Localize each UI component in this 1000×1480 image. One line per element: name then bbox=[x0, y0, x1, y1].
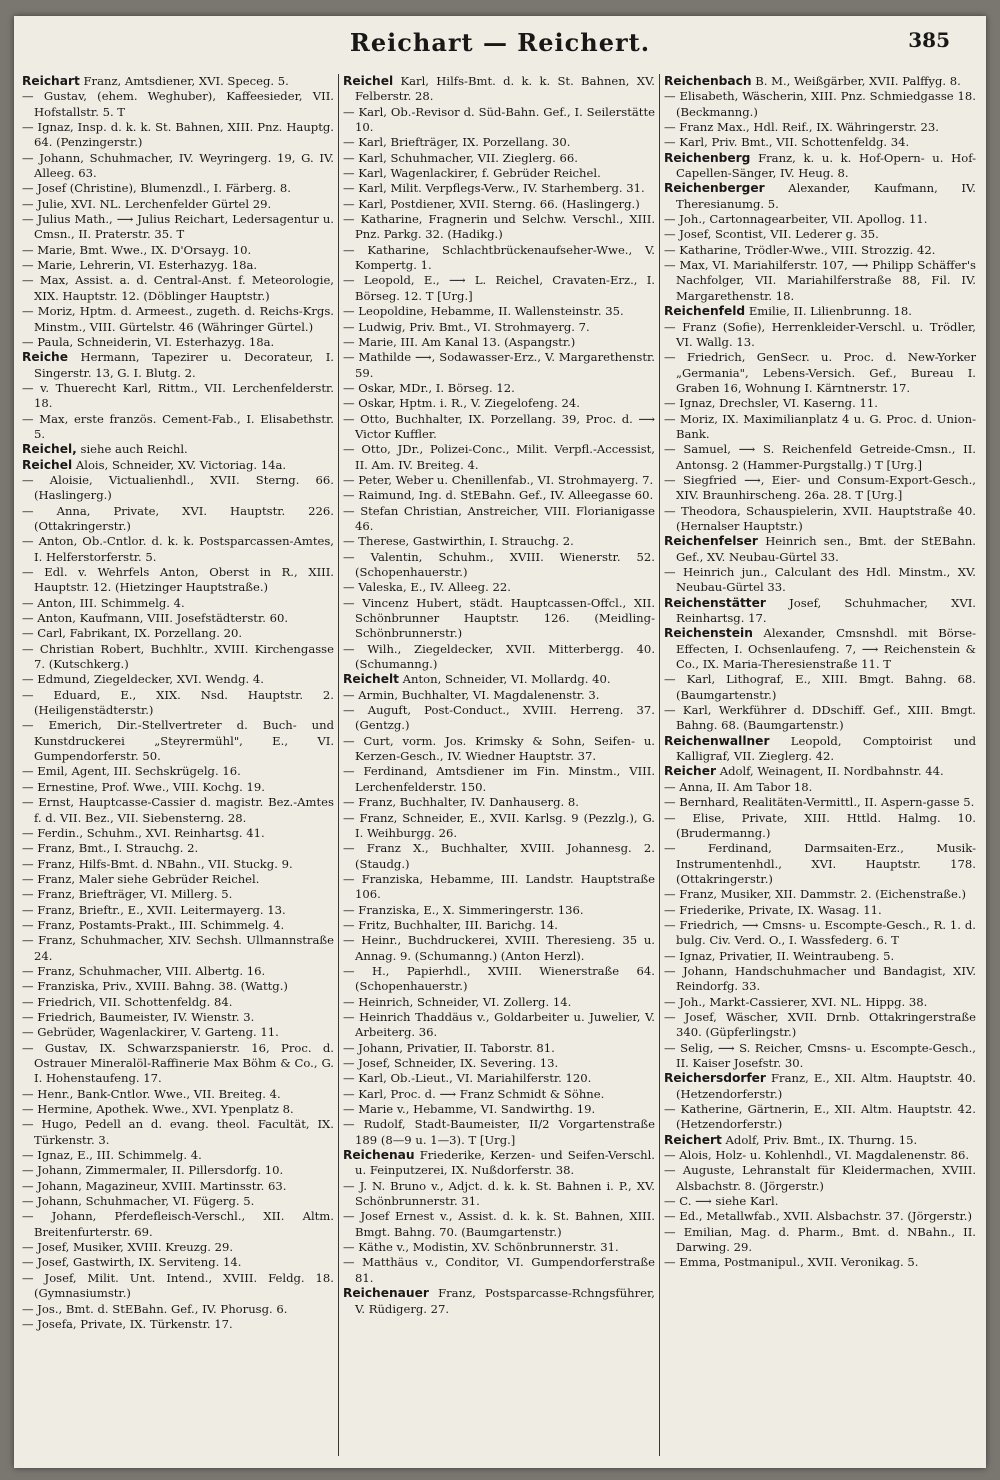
directory-entry: — Moriz, Hptm. d. Armeest., zugeth. d. Reichs-Krgs. Minstm., VIII. Gürtelstr. 46 (Währinger Gürtel.) bbox=[22, 304, 334, 334]
directory-page bbox=[14, 16, 986, 1468]
directory-entry: — Friedrich, VII. Schottenfeldg. 84. bbox=[22, 994, 233, 1009]
page-title: Reichart — Reichert. bbox=[349, 28, 651, 57]
directory-entry: — Franz, Schneider, E., XVII. Karlsg. 9 (Pezzlg.), G. I. Weihburgg. 26. bbox=[343, 810, 655, 840]
directory-entry: Reicher Adolf, Weinagent, II. Nordbahnstr. 44. bbox=[664, 764, 944, 779]
directory-entry: — Karl, Wagenlackirer, f. Gebrüder Reichel. bbox=[343, 166, 601, 181]
directory-entry: — Karl, Werkführer d. DDschiff. Gef., XIII. Bmgt. Bahng. 68. (Baumgartenstr.) bbox=[664, 703, 976, 733]
directory-entry: — Oskar, Hptm. i. R., V. Ziegelofeng. 24. bbox=[343, 396, 580, 411]
directory-entry: — Heinrich jun., Calculant des Hdl. Minstm., XV. Neubau-Gürtel 33. bbox=[664, 565, 976, 595]
directory-entry: Reichel Karl, Hilfs-Bmt. d. k. k. St. Bahnen, XV. Felberstr. 28. bbox=[343, 74, 655, 104]
directory-entry: — Wilh., Ziegeldecker, XVII. Mitterbergg. 40. (Schumanng.) bbox=[343, 641, 655, 672]
directory-entry: — Karl, Priv. Bmt., VII. Schottenfeldg. 34. bbox=[664, 135, 910, 150]
directory-entry: — Franz, Schuhmacher, XIV. Sechsh. Ullmannstraße 24. bbox=[22, 933, 334, 963]
directory-entry: — Selig, ⟶ S. Reicher, Cmsns- u. Escompte-Gesch., II. Kaiser Josefstr. 30. bbox=[664, 1040, 976, 1070]
directory-entry: — Josef Ernest v., Assist. d. k. k. St. Bahnen, XIII. Bmgt. Bahng. 70. (Baumgartenstr.) bbox=[343, 1209, 655, 1239]
directory-entry: Reichenauer Franz, Postsparcasse-Rchngsführer, V. Rüdigerg. 27. bbox=[343, 1286, 655, 1316]
directory-entry: — Max, VI. Mariahilferstr. 107, ⟶ Philipp Schäffer's Nachfolger, VII. Mariahilferstraße 88, Fil. IV. Margarethenstr. 18. bbox=[664, 258, 976, 303]
directory-entry: Reichel Alois, Schneider, XV. Victoriag. 14a. bbox=[22, 457, 287, 472]
directory-entry: — Therese, Gastwirthin, I. Strauchg. 2. bbox=[343, 534, 574, 549]
directory-entry: — Elise, Private, XIII. Httld. Halmg. 10. (Brudermanng.) bbox=[664, 810, 976, 840]
directory-entry: — Josef, Schneider, IX. Severing. 13. bbox=[343, 1056, 559, 1070]
directory-entry: — Hugo, Pedell an d. evang. theol. Facultät, IX. Türkenstr. 3. bbox=[22, 1117, 334, 1147]
directory-entry: — Franz (Sofie), Herrenkleider-Verschl. u. Trödler, VI. Wallg. 13. bbox=[664, 319, 976, 349]
directory-entry: — Karl, Milit. Verpflegs-Verw., IV. Starhemberg. 31. bbox=[343, 181, 645, 196]
directory-entry: — Edmund, Ziegeldecker, XVI. Wendg. 4. bbox=[22, 672, 264, 687]
directory-entry: — Anton, III. Schimmelg. 4. bbox=[22, 595, 185, 610]
directory-entry: — Stefan Christian, Anstreicher, VIII. Florianigasse 46. bbox=[343, 503, 655, 533]
directory-entry: — Johann, Magazineur, XVIII. Martinsstr. 63. bbox=[22, 1178, 287, 1193]
directory-entry: Reichert Adolf, Priv. Bmt., IX. Thurng. 15. bbox=[664, 1132, 918, 1147]
directory-entry: — Curt, vorm. Jos. Krimsky & Sohn, Seifen- u. Kerzen-Gesch., IV. Wiedner Hauptstr. 37. bbox=[343, 733, 655, 764]
directory-entry: — Rudolf, Stadt-Baumeister, II/2 Vorgartenstraße 189 (8—9 u. 1—3). T [Urg.] bbox=[343, 1117, 655, 1147]
directory-entry: — Franz, Brieftr., E., XVII. Leitermayerg. 13. bbox=[22, 902, 286, 917]
directory-entry: — Emilian, Mag. d. Pharm., Bmt. d. NBahn., II. Darwing. 29. bbox=[664, 1224, 976, 1255]
directory-entry: — Karl, Postdiener, XVII. Sterng. 66. (Haslingerg.) bbox=[343, 196, 640, 211]
directory-entry: — Heinrich Thaddäus v., Goldarbeiter u. Juwelier, V. Arbeiterg. 36. bbox=[343, 1009, 655, 1040]
columns bbox=[22, 74, 976, 1456]
directory-entry: — Josefa, Private, IX. Türkenstr. 17. bbox=[22, 1316, 233, 1331]
directory-entry: — Ludwig, Priv. Bmt., VI. Strohmayerg. 7. bbox=[343, 319, 590, 334]
directory-entry: — Aloisie, Victualienhdl., XVII. Sterng. 66. (Haslingerg.) bbox=[22, 472, 334, 503]
directory-entry: — Johann, Zimmermaler, II. Pillersdorfg. 10. bbox=[22, 1163, 284, 1178]
directory-entry: — Emil, Agent, III. Sechskrügelg. 16. bbox=[22, 764, 241, 779]
directory-entry: — Emma, Postmanipul., XVII. Veronikag. 5. bbox=[664, 1255, 919, 1270]
directory-entry: — Johann, Privatier, II. Taborstr. 81. bbox=[343, 1040, 555, 1055]
directory-entry: — Ignaz, Insp. d. k. k. St. Bahnen, XIII. Pnz. Hauptg. 64. (Penzingerstr.) bbox=[22, 120, 334, 150]
directory-entry: — Joh., Markt-Cassierer, XVI. NL. Hippg. 38. bbox=[664, 994, 928, 1009]
directory-entry: — Julie, XVI. NL. Lerchenfelder Gürtel 29. bbox=[22, 196, 272, 211]
directory-entry: — Karl, Proc. d. ⟶ Franz Schmidt & Söhne. bbox=[343, 1086, 605, 1101]
directory-entry: — Ernst, Hauptcasse-Cassier d. magistr. Bez.-Amtes f. d. VII. Bez., VII. Siebensterng. 28. bbox=[22, 795, 334, 825]
directory-entry: — Vincenz Hubert, städt. Hauptcassen-Offcl., XII. Schönbrunner Hauptstr. 126. (Meidling-Schönbrunnerstr.) bbox=[343, 595, 655, 641]
directory-entry: — Valentin, Schuhm., XVIII. Wienerstr. 52. (Schopenhauerstr.) bbox=[343, 549, 655, 579]
directory-entry: Reichenstätter Josef, Schuhmacher, XVI. Reinhartsg. 17. bbox=[664, 595, 976, 626]
directory-entry: — Josef, Milit. Unt. Intend., XVIII. Feldg. 18. (Gymnasiumstr.) bbox=[22, 1270, 334, 1301]
directory-entry: — Elisabeth, Wäscherin, XIII. Pnz. Schmiedgasse 18. (Beckmanng.) bbox=[664, 89, 976, 119]
directory-entry: — Heinr., Buchdruckerei, XVIII. Theresieng. 35 u. Annag. 9. (Schumanng.) (Anton Herzl). bbox=[343, 933, 655, 963]
directory-entry: — Gustav, IX. Schwarzspanierstr. 16, Proc. d. Ostrauer Mineralöl-Raffinerie Max Böhm & Co., G. I. Hohenstaufeng. 17. bbox=[22, 1040, 334, 1086]
directory-entry: — Armin, Buchhalter, VI. Magdalenenstr. 3. bbox=[343, 687, 600, 702]
directory-entry: — Johann, Schuhmacher, IV. Weyringerg. 19, G. IV. Alleeg. 63. bbox=[22, 150, 334, 181]
directory-entry: — Joh., Cartonnagearbeiter, VII. Apollog. 11. bbox=[664, 212, 928, 227]
directory-entry: — Ernestine, Prof. Wwe., VIII. Kochg. 19. bbox=[22, 779, 265, 794]
directory-entry: — Johann, Handschuhmacher und Bandagist, XIV. Reindorfg. 33. bbox=[664, 963, 976, 994]
directory-entry: — Anton, Ob.-Cntlor. d. k. k. Postsparcassen-Amtes, I. Helferstorferstr. 5. bbox=[22, 534, 334, 564]
directory-entry: — Friedrich, Baumeister, IV. Wienstr. 3. bbox=[22, 1009, 255, 1024]
directory-entry: — Karl, Schuhmacher, VII. Zieglerg. 66. bbox=[343, 150, 578, 165]
directory-entry: — Leopold, E., ⟶ L. Reichel, Cravaten-Erz., I. Börseg. 12. T [Urg.] bbox=[343, 273, 655, 303]
directory-entry: — Käthe v., Modistin, XV. Schönbrunnerstr. 31. bbox=[343, 1240, 619, 1255]
directory-entry: Reichart Franz, Amtsdiener, XVI. Speceg. 5. bbox=[22, 74, 289, 88]
directory-entry: — Theodora, Schauspielerin, XVII. Hauptstraße 40. (Hernalser Hauptstr.) bbox=[664, 503, 976, 533]
directory-entry: — Anna, II. Am Tabor 18. bbox=[664, 779, 813, 794]
column-3 bbox=[659, 74, 976, 1456]
directory-entry: Reichel, siehe auch Reichl. bbox=[22, 442, 188, 457]
directory-entry: — Leopoldine, Hebamme, II. Wallensteinstr. 35. bbox=[343, 304, 624, 319]
directory-entry: — Josef, Wäscher, XVII. Drnb. Ottakringerstraße 340. (Güpferlingstr.) bbox=[664, 1009, 976, 1040]
directory-entry: — Josef, Musiker, XVIII. Kreuzg. 29. bbox=[22, 1240, 234, 1255]
directory-entry: — Gebrüder, Wagenlackirer, V. Garteng. 11. bbox=[22, 1025, 279, 1040]
directory-entry: — H., Papierhdl., XVIII. Wienerstraße 64. (Schopenhauerstr.) bbox=[343, 963, 655, 994]
directory-entry: — Heinrich, Schneider, VI. Zollerg. 14. bbox=[343, 994, 572, 1009]
directory-entry: — Friederike, Private, IX. Wasag. 11. bbox=[664, 902, 882, 917]
directory-entry: — Samuel, ⟶ S. Reichenfeld Getreide-Cmsn., II. Antonsg. 2 (Hammer-Purgstallg.) T [Urg.] bbox=[664, 442, 976, 472]
directory-entry: Reichenstein Alexander, Cmsnshdl. mit Börse-Effecten, I. Ochsenlaufeng. 7, ⟶ Reichenstein & Co., IX. Maria-Theresienstraße 11. T bbox=[664, 626, 976, 672]
directory-entry: — Ferdinand, Darmsaiten-Erz., Musik-Instrumentenhdl., XVI. Hauptstr. 178. (Ottakringerstr.) bbox=[664, 841, 976, 886]
directory-entry: — Max, erste französ. Cement-Fab., I. Elisabethstr. 5. bbox=[22, 411, 334, 441]
directory-entry: — Katharine, Trödler-Wwe., VIII. Strozzig. 42. bbox=[664, 242, 936, 257]
directory-entry: — Siegfried ⟶, Eier- und Consum-Export-Gesch., XIV. Braunhirscheng. 26a. 28. T [Urg.] bbox=[664, 472, 976, 503]
directory-entry: — Ignaz, Privatier, II. Weintraubeng. 5. bbox=[664, 948, 895, 963]
directory-entry: — Paula, Schneiderin, VI. Esterhazyg. 18a. bbox=[22, 334, 275, 349]
directory-entry: — Johann, Pferdefleisch-Verschl., XII. Altm. Breitenfurterstr. 69. bbox=[22, 1209, 334, 1239]
directory-entry: — Ferdinand, Amtsdiener im Fin. Minstm., VIII. Lerchenfelderstr. 150. bbox=[343, 764, 655, 794]
directory-entry: — Franz, Buchhalter, IV. Danhauserg. 8. bbox=[343, 795, 579, 810]
directory-entry: — Katharine, Fragnerin und Selchw. Verschl., XIII. Pnz. Parkg. 32. (Hadikg.) bbox=[343, 212, 655, 242]
directory-entry: Reichelt Anton, Schneider, VI. Mollardg. 40. bbox=[343, 672, 611, 687]
directory-entry: Reichenwallner Leopold, Comptoirist und Kalligraf, VII. Zieglerg. 42. bbox=[664, 733, 976, 764]
directory-entry: — Friedrich, GenSecr. u. Proc. d. New-Yorker „Germania", Lebens-Versich. Gef., Bureau I. Graben 16, Wohnung I. Kärntnerstr. 17. bbox=[664, 350, 976, 395]
directory-entry: — Mathilde ⟶, Sodawasser-Erz., V. Margarethenstr. 59. bbox=[343, 350, 655, 380]
directory-entry: — Josef, Gastwirth, IX. Serviteng. 14. bbox=[22, 1255, 242, 1270]
directory-entry: — Fritz, Buchhalter, III. Barichg. 14. bbox=[343, 917, 558, 932]
directory-entry: — Ferdin., Schuhm., XVI. Reinhartsg. 41. bbox=[22, 825, 265, 840]
directory-entry: — Christian Robert, Buchhltr., XVIII. Kirchengasse 7. (Kutschkerg.) bbox=[22, 641, 334, 672]
directory-entry: — Marie, Lehrerin, VI. Esterhazyg. 18a. bbox=[22, 258, 258, 273]
directory-entry: Reichenau Friederike, Kerzen- und Seifen-Verschl. u. Feinputzerei, IX. Nußdorferstr. 38. bbox=[343, 1148, 655, 1178]
directory-entry: — Anna, Private, XVI. Hauptstr. 226. (Ottakringerstr.) bbox=[22, 503, 334, 533]
directory-entry: — Eduard, E., XIX. Nsd. Hauptstr. 2. (Heiligenstädterstr.) bbox=[22, 687, 334, 718]
directory-entry: — Raimund, Ing. d. StEBahn. Gef., IV. Alleegasse 60. bbox=[343, 488, 654, 503]
directory-entry: Reichenbach B. M., Weißgärber, XVII. Palffyg. 8. bbox=[664, 74, 961, 88]
directory-entry: — Julius Math., ⟶ Julius Reichart, Ledersagentur u. Cmsn., II. Praterstr. 35. T bbox=[22, 212, 334, 242]
directory-entry: Reichersdorfer Franz, E., XII. Altm. Hauptstr. 40. (Hetzendorferstr.) bbox=[664, 1071, 976, 1101]
directory-entry: Reichenfelser Heinrich sen., Bmt. der StEBahn. Gef., XV. Neubau-Gürtel 33. bbox=[664, 534, 976, 564]
directory-entry: — v. Thuerecht Karl, Rittm., VII. Lerchenfelderstr. 18. bbox=[22, 380, 334, 411]
page-number: 385 bbox=[908, 28, 950, 52]
directory-entry: — Franz, Schuhmacher, VIII. Albertg. 16. bbox=[22, 963, 266, 978]
directory-entry: — J. N. Bruno v., Adjct. d. k. k. St. Bahnen i. P., XV. Schönbrunnerstr. 31. bbox=[343, 1178, 655, 1209]
directory-entry: — Alois, Holz- u. Kohlenhdl., VI. Magdalenenstr. 86. bbox=[664, 1148, 970, 1163]
directory-entry: — Auguste, Lehranstalt für Kleidermachen, XVIII. Alsbachstr. 8. (Jörgerstr.) bbox=[664, 1163, 976, 1193]
directory-entry: — Karl, Lithograf, E., XIII. Bmgt. Bahng. 68. (Baumgartenstr.) bbox=[664, 672, 976, 702]
directory-entry: — Bernhard, Realitäten-Vermittl., II. Aspern-gasse 5. bbox=[664, 795, 975, 810]
directory-entry: — Franz, Hilfs-Bmt. d. NBahn., VII. Stuckg. 9. bbox=[22, 856, 293, 871]
directory-entry: — C. ⟶ siehe Karl. bbox=[664, 1194, 779, 1209]
directory-entry: — Franz, Briefträger, VI. Millerg. 5. bbox=[22, 887, 233, 902]
directory-entry: — Valeska, E., IV. Alleeg. 22. bbox=[343, 580, 511, 595]
directory-entry: Reiche Hermann, Tapezirer u. Decorateur, I. Singerstr. 13, G. I. Blutg. 2. bbox=[22, 350, 334, 380]
directory-entry: — Franziska, Hebamme, III. Landstr. Hauptstraße 106. bbox=[343, 871, 655, 902]
directory-entry: — Franziska, Priv., XVIII. Bahng. 38. (Wattg.) bbox=[22, 979, 288, 994]
directory-entry: — Max, Assist. a. d. Central-Anst. f. Meteorologie, XIX. Hauptstr. 12. (Döblinger Hauptstr.) bbox=[22, 273, 334, 303]
directory-entry: — Franziska, E., X. Simmeringerstr. 136. bbox=[343, 902, 584, 917]
directory-entry: — Ignaz, E., III. Schimmelg. 4. bbox=[22, 1148, 202, 1163]
directory-entry: — Matthäus v., Conditor, VI. Gumpendorferstraße 81. bbox=[343, 1255, 655, 1285]
directory-entry: — Franz, Musiker, XII. Dammstr. 2. (Eichenstraße.) bbox=[664, 887, 967, 902]
directory-entry: — Katherine, Gärtnerin, E., XII. Altm. Hauptstr. 42. (Hetzendorferstr.) bbox=[664, 1102, 976, 1132]
directory-entry: — Peter, Weber u. Chenillenfab., VI. Strohmayerg. 7. bbox=[343, 472, 654, 487]
directory-entry: — Josef, Scontist, VII. Lederer g. 35. bbox=[664, 227, 879, 242]
directory-entry: — Karl, Ob.-Lieut., VI. Mariahilferstr. 120. bbox=[343, 1071, 592, 1086]
directory-entry: — Franz, Postamts-Prakt., III. Schimmelg. 4. bbox=[22, 917, 285, 932]
directory-entry: — Ignaz, Drechsler, VI. Kaserng. 11. bbox=[664, 396, 878, 411]
page-header bbox=[14, 26, 986, 70]
directory-entry: — Auguft, Post-Conduct., XVIII. Herreng. 37. (Gentzg.) bbox=[343, 703, 655, 733]
directory-entry: — Franz, Bmt., I. Strauchg. 2. bbox=[22, 841, 199, 856]
directory-entry: — Otto, Buchhalter, IX. Porzellang. 39, Proc. d. ⟶ Victor Kuffler. bbox=[343, 411, 655, 441]
directory-entry: — Karl, Ob.-Revisor d. Süd-Bahn. Gef., I. Seilerstätte 10. bbox=[343, 104, 655, 135]
directory-entry: — Edl. v. Wehrfels Anton, Oberst in R., XIII. Hauptstr. 12. (Hietzinger Hauptstraße.) bbox=[22, 565, 334, 595]
directory-entry: Reichenberg Franz, k. u. k. Hof-Opern- u. Hof-Capellen-Sänger, IV. Heug. 8. bbox=[664, 150, 976, 181]
directory-entry: — Marie, Bmt. Wwe., IX. D'Orsayg. 10. bbox=[22, 242, 252, 257]
directory-entry: — Josef (Christine), Blumenzdl., I. Färberg. 8. bbox=[22, 181, 291, 196]
directory-entry: Reichenberger Alexander, Kaufmann, IV. Theresianumg. 5. bbox=[664, 181, 976, 211]
directory-entry: — Anton, Kaufmann, VIII. Josefstädterstr. 60. bbox=[22, 611, 289, 626]
directory-entry: — Henr., Bank-Cntlor. Wwe., VII. Breiteg. 4. bbox=[22, 1086, 281, 1101]
directory-entry: — Marie v., Hebamme, VI. Sandwirthg. 19. bbox=[343, 1102, 596, 1117]
directory-entry: — Hermine, Apothek. Wwe., XVI. Ypenplatz 8. bbox=[22, 1102, 294, 1117]
directory-entry: Reichenfeld Emilie, II. Lilienbrunng. 18. bbox=[664, 304, 912, 319]
directory-entry: — Moriz, IX. Maximilianplatz 4 u. G. Proc. d. Union-Bank. bbox=[664, 411, 976, 441]
directory-entry: — Gustav, (ehem. Weghuber), Kaffeesieder, VII. Hofstallstr. 5. T bbox=[22, 89, 334, 119]
directory-entry: — Franz X., Buchhalter, XVIII. Johannesg. 2. (Staudg.) bbox=[343, 841, 655, 871]
directory-entry: — Franz, Maler siehe Gebrüder Reichel. bbox=[22, 871, 260, 886]
directory-entry: — Otto, JDr., Polizei-Conc., Milit. Verpfl.-Accessist, II. Am. IV. Breiteg. 4. bbox=[343, 442, 655, 472]
directory-entry: — Katharine, Schlachtbrückenaufseher-Wwe., V. Kompertg. 1. bbox=[343, 242, 655, 273]
directory-entry: — Emerich, Dir.-Stellvertreter d. Buch- und Kunstdruckerei „Steyrermühl", E., VI. Gumpendorferstr. 50. bbox=[22, 718, 334, 764]
directory-entry: — Friedrich, ⟶ Cmsns- u. Escompte-Gesch., R. 1. d. bulg. Civ. Verd. O., I. Wassfederg. 6. T bbox=[664, 917, 976, 948]
directory-entry: — Jos., Bmt. d. StEBahn. Gef., IV. Phorusg. 6. bbox=[22, 1301, 288, 1316]
directory-entry: — Oskar, MDr., I. Börseg. 12. bbox=[343, 380, 515, 395]
directory-entry: — Johann, Schuhmacher, VI. Fügerg. 5. bbox=[22, 1194, 255, 1209]
directory-entry: — Carl, Fabrikant, IX. Porzellang. 20. bbox=[22, 626, 243, 641]
directory-entry: — Karl, Briefträger, IX. Porzellang. 30. bbox=[343, 135, 571, 150]
directory-entry: — Marie, III. Am Kanal 13. (Aspangstr.) bbox=[343, 334, 576, 349]
directory-entry: — Ed., Metallwfab., XVII. Alsbachstr. 37. (Jörgerstr.) bbox=[664, 1209, 972, 1224]
column-1 bbox=[22, 74, 334, 1456]
directory-entry: — Franz Max., Hdl. Reif., IX. Währingerstr. 23. bbox=[664, 120, 939, 135]
column-2 bbox=[338, 74, 655, 1456]
